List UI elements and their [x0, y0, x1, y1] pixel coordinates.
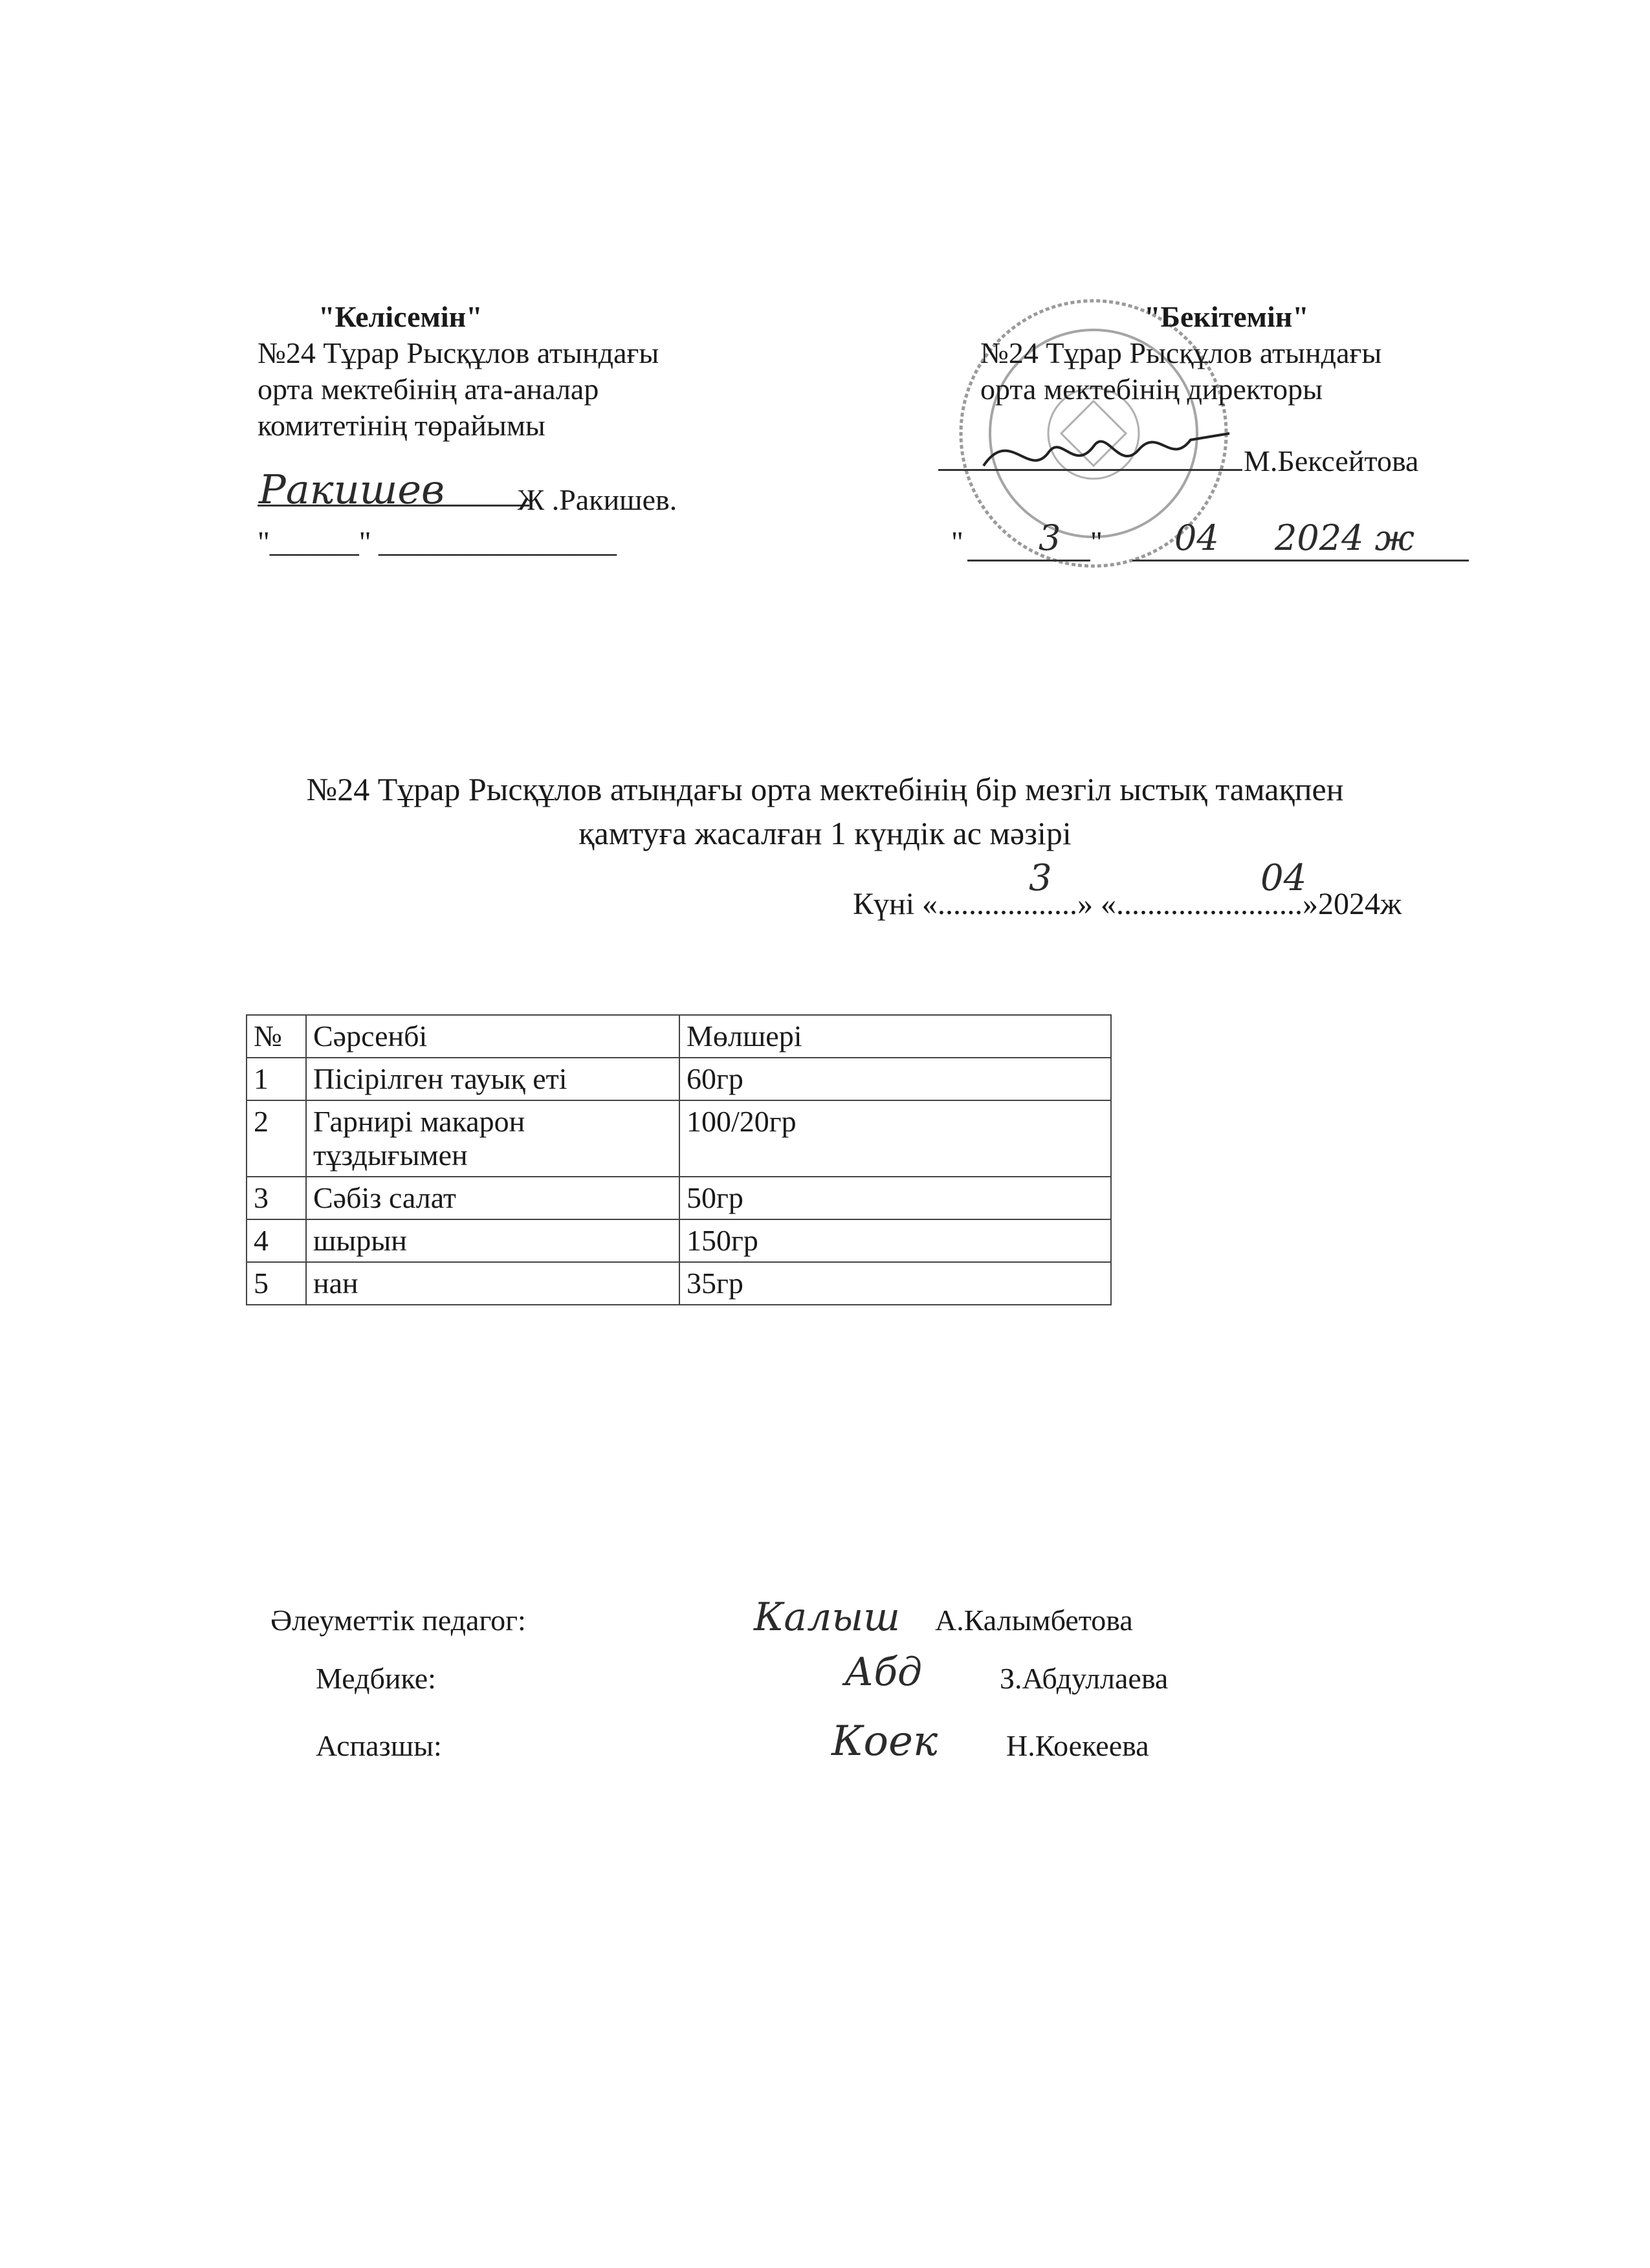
header-number: № [247, 1015, 306, 1058]
row-amount: 100/20гр [679, 1100, 1111, 1177]
table-row [247, 1100, 1111, 1177]
approved-heading: "Бекітемін" [1144, 300, 1309, 333]
header-day: Сәрсенбі [306, 1015, 679, 1058]
row-number: 5 [247, 1262, 306, 1305]
left-line-3: комитетінің төрайымы [258, 409, 545, 442]
right-line-1: №24 Тұрар Рысқұлов атындағы [980, 336, 1382, 369]
row-number: 2 [247, 1100, 306, 1177]
signatory-role-cook: Аспазшы: [316, 1729, 442, 1762]
left-date-line: "______" ________________ [258, 525, 617, 558]
right-date-month: 04 [1174, 518, 1219, 558]
row-number: 3 [247, 1177, 306, 1219]
row-number: 4 [247, 1219, 306, 1262]
date-dots-month: ........................ [1116, 887, 1303, 921]
right-date-quote-close: " [1090, 525, 1103, 558]
row-amount: 150гр [679, 1219, 1111, 1262]
date-prefix: Күні « [853, 887, 938, 921]
right-signer-name: М.Бексейтова [1244, 444, 1419, 477]
table-row [247, 1262, 1111, 1305]
row-amount: 35гр [679, 1262, 1111, 1305]
signatory-signature-social-pedagogue: Калыш [754, 1595, 901, 1640]
document-date [853, 886, 1402, 922]
row-dish: нан [306, 1262, 679, 1305]
row-dish: Сәбіз салат [306, 1177, 679, 1219]
signatory-name-nurse: З.Абдуллаева [1000, 1662, 1169, 1695]
table-row [247, 1219, 1111, 1262]
table-row [247, 1058, 1111, 1100]
row-amount: 50гр [679, 1177, 1111, 1219]
signatory-role-social-pedagogue: Әлеуметтік педагог: [270, 1604, 526, 1637]
left-line-2: орта мектебінің ата-аналар [258, 373, 599, 406]
agreed-heading: "Келісемін" [318, 300, 483, 333]
left-line-1: №24 Тұрар Рысқұлов атындағы [258, 336, 659, 369]
left-signature: Ракишев [259, 466, 445, 513]
director-signature [971, 414, 1242, 492]
table-header-row [247, 1015, 1111, 1058]
right-date-quote-open: " [951, 525, 963, 558]
header-amount: Мөлшері [679, 1015, 1111, 1058]
left-signer-name: Ж .Ракишев. [518, 483, 677, 516]
date-suffix: »2024ж [1303, 887, 1402, 921]
row-amount: 60гр [679, 1058, 1111, 1100]
signatory-signature-cook: Коек [831, 1717, 938, 1765]
menu-table [246, 1014, 1112, 1305]
date-mid: » « [1077, 887, 1117, 921]
handwritten-day: 3 [1029, 857, 1052, 899]
date-dots-day: .................. [938, 887, 1078, 921]
signatory-role-nurse: Медбике: [316, 1662, 436, 1695]
director-signature-line [938, 469, 1242, 471]
row-dish: Пісірілген тауық еті [306, 1058, 679, 1100]
right-date-day-line [967, 560, 1090, 562]
signatory-signature-nurse: Абд [844, 1650, 923, 1695]
signatory-name-cook: Н.Коекеева [1006, 1729, 1149, 1762]
table-row [247, 1177, 1111, 1219]
row-number: 1 [247, 1058, 306, 1100]
right-date-year: 2024 ж [1275, 518, 1414, 558]
right-date-day: 3 [1039, 518, 1061, 558]
row-dish: шырын [306, 1219, 679, 1262]
document-title-line-2: қамтуға жасалған 1 күндік ас мәзірі [578, 815, 1072, 851]
row-dish: Гарнирі макарон тұздығымен [306, 1100, 679, 1177]
right-line-2: орта мектебінің директоры [980, 373, 1323, 406]
signatory-name-social-pedagogue: А.Калымбетова [935, 1604, 1133, 1637]
right-date-month-line [1132, 560, 1469, 562]
handwritten-month: 04 [1260, 857, 1307, 899]
document-title-line-1: №24 Тұрар Рысқұлов атындағы орта мектебінің бір мезгіл ыстық тамақпен [306, 771, 1344, 807]
left-signature-line [258, 505, 529, 507]
